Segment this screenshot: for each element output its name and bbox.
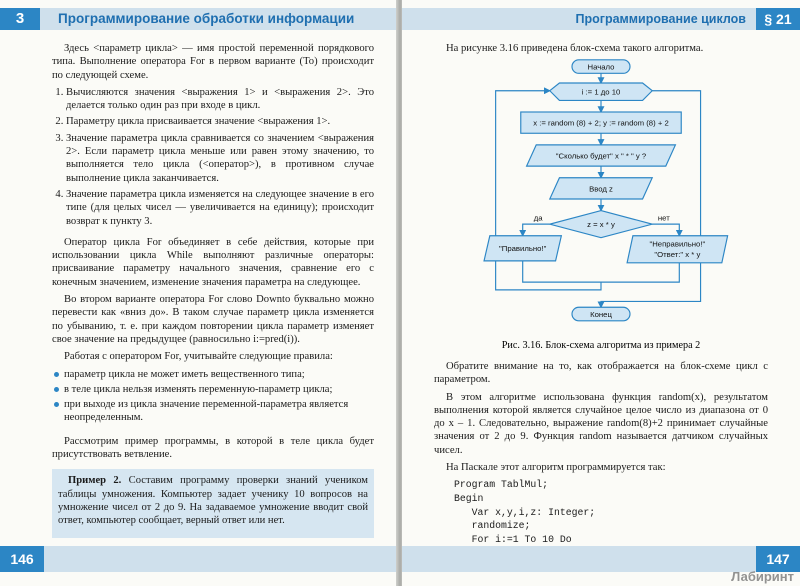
example-box [52,469,374,537]
no-output-label-1: "Неправильно!" [649,239,706,249]
no-output-label-2: "Ответ:" x * y [654,250,701,259]
code-line: Program TablMul; [454,479,549,491]
paragraph-random: В этом алгоритме использована функция random(x), результатом выполнения которой является случайное целое число из диапазона от 0 до x – 1. Следовательно, выражение random(8)+2 принимает случайные значения от 2 до 9. Функция random называется датчиком случайных чисел. [434,391,768,456]
code-block [434,478,768,546]
code-line: randomize; [454,520,531,532]
rules-list [52,368,374,425]
assign-label: x := random (8) + 2; y := random (8) + 2 [533,118,669,128]
paragraph-for-while: Оператор цикла For объединяет в себе действия, которые при использовании цикла While выполняют различные операторы: присваивание параметру начального значения, сравнение его с конечным значением, изменение значения параметра на следующее. [52,236,374,288]
input-label: Ввод z [589,184,613,194]
start-label: Начало [587,62,615,72]
left-page-number: 146 [0,546,44,572]
step-item: 1. Вычисляются значения <выражения 1> и <выражения 2>. Это делается только один раз при входе в цикл. [66,86,374,113]
yes-output-label: "Правильно!" [499,244,547,254]
for-steps-list [52,86,374,228]
right-page-number: 147 [756,546,800,572]
step-item: 4. Значение параметра цикла изменяется на следующее значение в его типе (для целых чисел — увеличивается на единицу); происходит возврат к пункту 3. [66,188,374,228]
right-page [402,0,800,586]
condition-label: z = x * y [587,220,615,230]
step-item: 2. Параметру цикла присваивается значение <выражения 1>. [66,115,374,128]
figure-caption: Рис. 3.16. Блок-схема алгоритма из примера 2 [501,340,701,351]
left-content [52,42,374,538]
paragraph-example-intro: Рассмотрим пример программы, в которой в теле цикла будет присутствовать ветвление. [52,435,374,461]
left-page [0,0,398,586]
no-branch-label: нет [657,213,670,223]
ask-label: "Сколько будет" x " * " y ? [555,151,647,161]
paragraph-downto: Во втором варианте оператора For слово Downto буквально можно перевести как «вниз до». В таком случае параметр цикла изменяется по убыванию, т. е. при каждом повторении цикла параметр изменяет свое значение на предыдущее (равносильно i:=pred(i)). [52,294,374,345]
loop-label: i := 1 до 10 [581,87,621,97]
code-line: For i:=1 To 10 Do [454,533,572,545]
code-line: Begin [454,492,484,504]
rule-item: при выходе из цикла значение переменной-параметра является неопределенным. [64,398,374,425]
example-label: Пример 2. [68,475,122,487]
figure-intro-text: На рисунке 3.16 приведена блок-схема такого алгоритма. [446,43,704,54]
code-line: Var x,y,i,z: Integer; [454,506,596,518]
paragraph-pascal-intro: На Паскале этот алгоритм программируется так: [446,462,666,474]
chapter-title: Программирование обработки информации [58,11,355,26]
intro-paragraph: Здесь <параметр цикла> — имя простой переменной порядкового типа. Выполнение оператора For в первом варианте (To) происходит по следующей схеме. [52,43,374,81]
chapter-number: 3 [0,8,40,30]
left-footer-bar [0,546,398,572]
right-header-bar [402,8,800,30]
end-label: Конец [590,309,612,319]
right-text [434,360,768,546]
yes-branch-label: да [533,213,543,223]
flowchart [402,54,800,344]
paragraph-loop-note: Обратите внимание на то, как отображается на блок-схеме цикл с параметром. [434,361,768,386]
watermark: Лабиринт [731,569,794,584]
section-title: Программирование циклов [575,12,746,26]
section-number: § 21 [756,8,800,30]
rule-item: в теле цикла нельзя изменять переменную-параметр цикла; [64,383,374,396]
rule-item: параметр цикла не может иметь вещественного типа; [64,368,374,381]
step-item: 3. Значение параметра цикла сравнивается со значением <выражения 2>. Если параметр цикла меньше или равен этому значению, то выполняется тело цикла (<оператор>), в противном случае выполнение цикла заканчивается. [66,132,374,185]
left-header-bar [0,8,398,30]
example-text: Составим программу проверки знаний учеником таблицы умножения. Компьютер задает ученику 10 вопросов на умножение чисел от 2 до 9. На задаваемое умножение вводит свой ответ, компьютер сообщает, верный ответ или нет. [58,475,368,527]
paragraph-rules-intro: Работая с оператором For, учитывайте следующие правила: [64,351,333,363]
